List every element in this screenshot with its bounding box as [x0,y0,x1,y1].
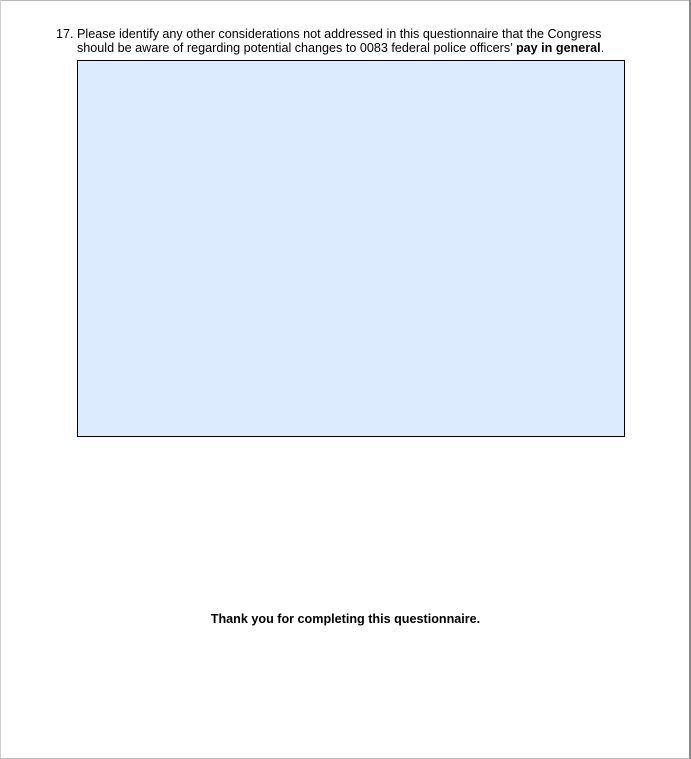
question-number: 17. [56,27,74,41]
top-text-artifact [321,0,379,2]
closing-message: Thank you for completing this questionnaire. [210,612,481,626]
answer-text-box[interactable] [77,60,625,437]
question-prompt: Please identify any other considerations not addressed in this questionnaire that the Congress should be aware of regarding potential changes to 0083 federal police officers’ [77,27,602,55]
question-emphasis: pay in general [515,41,601,55]
question-text [77,27,632,55]
question-period: . [600,41,605,55]
